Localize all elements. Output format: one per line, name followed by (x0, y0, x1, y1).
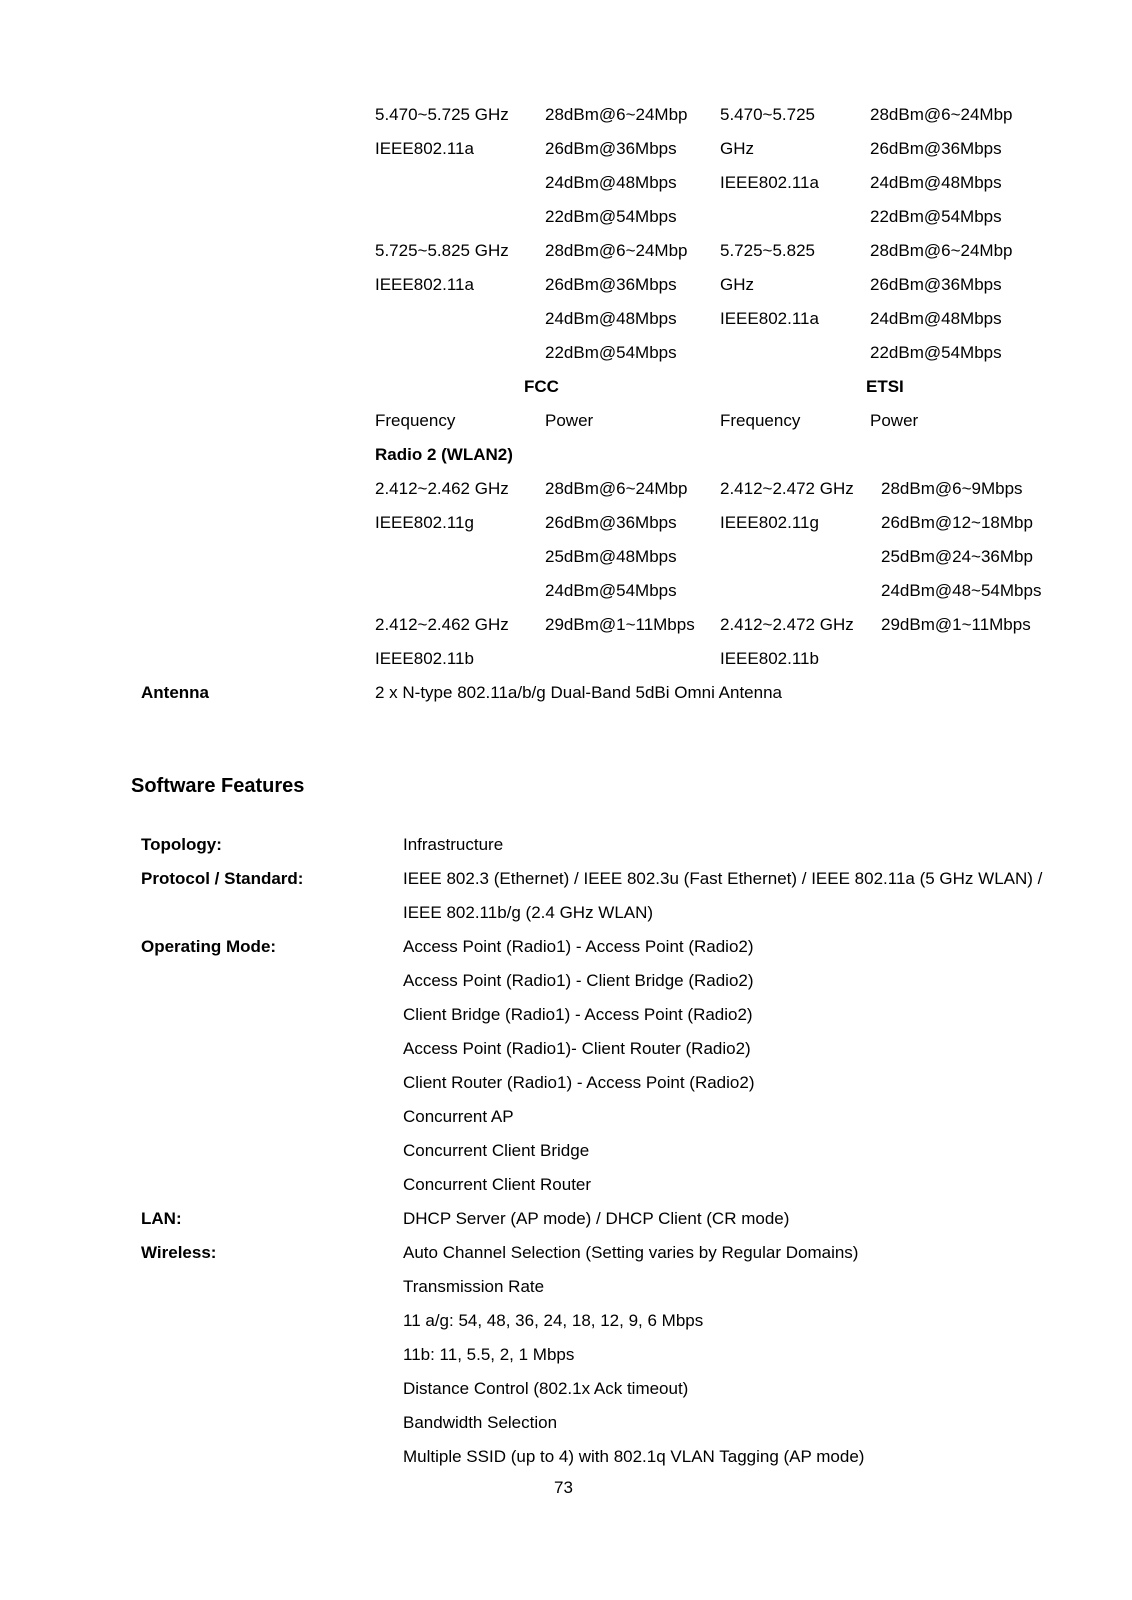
table-cell: 5.470~5.725 (720, 105, 816, 124)
table-cell: GHz (720, 139, 754, 158)
operating-mode-label: Operating Mode: (141, 937, 277, 956)
topology-label: Topology: (141, 835, 222, 854)
table-cell: IEEE802.11a (720, 173, 819, 192)
protocol-line: IEEE 802.11b/g (2.4 GHz WLAN) (403, 903, 654, 922)
column-header: Power (870, 411, 919, 430)
table-cell: IEEE802.11b (375, 649, 474, 668)
topology-value: Infrastructure (403, 835, 504, 854)
table-cell: 2.412~2.472 GHz (720, 615, 854, 634)
table-cell: 24dBm@48Mbps (870, 173, 1002, 192)
table-cell: 2.412~2.462 GHz (375, 615, 509, 634)
fcc-heading: FCC (524, 377, 559, 396)
table-cell: 28dBm@6~24Mbp (545, 241, 688, 260)
table-cell: 28dBm@6~9Mbps (881, 479, 1023, 498)
table-cell: 26dBm@36Mbps (870, 275, 1002, 294)
wireless-line: Transmission Rate (403, 1277, 545, 1296)
table-cell: IEEE802.11g (720, 513, 819, 532)
column-header: Frequency (375, 411, 456, 430)
table-cell: 5.470~5.725 GHz (375, 105, 509, 124)
antenna-label: Antenna (141, 683, 209, 702)
mode-line: Client Bridge (Radio1) - Access Point (Radio2) (403, 1005, 753, 1024)
mode-line: Concurrent AP (403, 1107, 514, 1126)
mode-line: Access Point (Radio1) - Client Bridge (Radio2) (403, 971, 754, 990)
lan-value: DHCP Server (AP mode) / DHCP Client (CR mode) (403, 1209, 790, 1228)
table-cell: 22dBm@54Mbps (870, 207, 1002, 226)
table-cell: 24dBm@48~54Mbps (881, 581, 1042, 600)
table-cell: IEEE802.11b (720, 649, 819, 668)
wireless-line: 11 a/g: 54, 48, 36, 24, 18, 12, 9, 6 Mbps (403, 1311, 704, 1330)
column-header: Power (545, 411, 594, 430)
table-cell: 26dBm@36Mbps (545, 513, 677, 532)
wireless-line: Multiple SSID (up to 4) with 802.1q VLAN Tagging (AP mode) (403, 1447, 865, 1466)
table-cell: 25dBm@48Mbps (545, 547, 677, 566)
mode-line: Access Point (Radio1)- Client Router (Radio2) (403, 1039, 751, 1058)
wireless-label: Wireless: (141, 1243, 217, 1262)
table-cell: 26dBm@12~18Mbp (881, 513, 1033, 532)
wireless-line: Bandwidth Selection (403, 1413, 558, 1432)
table-cell: 29dBm@1~11Mbps (881, 615, 1031, 634)
table-cell: 26dBm@36Mbps (545, 139, 677, 158)
table-cell: IEEE802.11a (375, 139, 474, 158)
table-cell: IEEE802.11a (720, 309, 819, 328)
table-cell: 28dBm@6~24Mbp (545, 105, 688, 124)
protocol-label: Protocol / Standard: (141, 869, 304, 888)
table-cell: 2.412~2.472 GHz (720, 479, 854, 498)
table-cell: 22dBm@54Mbps (545, 343, 677, 362)
mode-line: Concurrent Client Router (403, 1175, 592, 1194)
antenna-value: 2 x N-type 802.11a/b/g Dual-Band 5dBi Omni Antenna (375, 683, 782, 702)
table-cell: 25dBm@24~36Mbp (881, 547, 1033, 566)
table-cell: 2.412~2.462 GHz (375, 479, 509, 498)
table-cell: 24dBm@48Mbps (545, 309, 677, 328)
protocol-line: IEEE 802.3 (Ethernet) / IEEE 802.3u (Fast Ethernet) / IEEE 802.11a (5 GHz WLAN) / (403, 869, 1043, 888)
table-cell: 28dBm@6~24Mbp (545, 479, 688, 498)
table-cell: 22dBm@54Mbps (870, 343, 1002, 362)
table-cell: 5.725~5.825 GHz (375, 241, 509, 260)
table-cell: IEEE802.11g (375, 513, 474, 532)
table-cell: 26dBm@36Mbps (870, 139, 1002, 158)
table-cell: 22dBm@54Mbps (545, 207, 677, 226)
table-cell: GHz (720, 275, 754, 294)
table-cell: 29dBm@1~11Mbps (545, 615, 695, 634)
mode-line: Access Point (Radio1) - Access Point (Radio2) (403, 937, 754, 956)
lan-label: LAN: (141, 1209, 182, 1228)
etsi-heading: ETSI (866, 377, 904, 396)
table-cell: 24dBm@48Mbps (870, 309, 1002, 328)
wireless-line: Distance Control (802.1x Ack timeout) (403, 1379, 689, 1398)
wireless-line: 11b: 11, 5.5, 2, 1 Mbps (403, 1345, 575, 1364)
radio2-heading: Radio 2 (WLAN2) (375, 445, 513, 464)
table-cell: 26dBm@36Mbps (545, 275, 677, 294)
table-cell: 5.725~5.825 (720, 241, 816, 260)
page-number: 73 (554, 1478, 573, 1497)
table-cell: 24dBm@54Mbps (545, 581, 677, 600)
mode-line: Client Router (Radio1) - Access Point (Radio2) (403, 1073, 755, 1092)
column-header: Frequency (720, 411, 801, 430)
table-cell: 24dBm@48Mbps (545, 173, 677, 192)
table-cell: 28dBm@6~24Mbp (870, 105, 1013, 124)
table-cell: 28dBm@6~24Mbp (870, 241, 1013, 260)
mode-line: Concurrent Client Bridge (403, 1141, 590, 1160)
table-cell: IEEE802.11a (375, 275, 474, 294)
wireless-line: Auto Channel Selection (Setting varies by Regular Domains) (403, 1243, 859, 1262)
section-title: Software Features (131, 775, 305, 797)
